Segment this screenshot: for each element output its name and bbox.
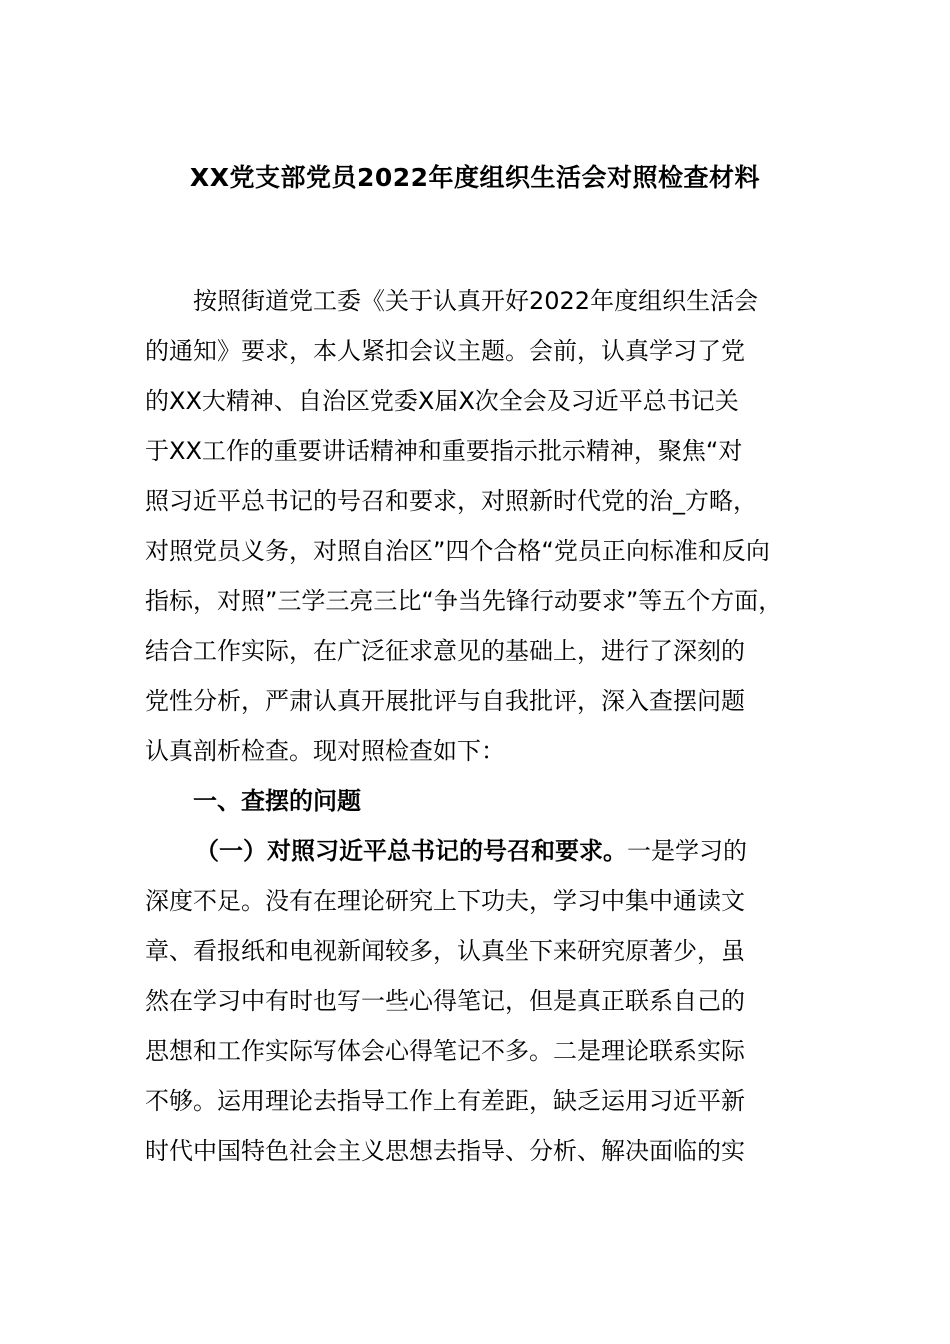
paragraph-line: 照习近平总书记的号召和要求，对照新时代党的治_方略， xyxy=(145,487,757,515)
paragraph-line: 对照党员义务，对照自治区”四个合格“党员正向标准和反向 xyxy=(145,537,770,565)
paragraph-line: 结合工作实际，在广泛征求意见的基础上，进行了深刻的 xyxy=(145,637,745,665)
paragraph-line: 章、看报纸和电视新闻较多，认真坐下来研究原著少，虽 xyxy=(145,937,745,965)
paragraph-line: 于XX工作的重要讲话精神和重要指示批示精神，聚焦“对 xyxy=(145,437,743,465)
subsection-heading: （一）对照习近平总书记的号召和要求。 xyxy=(195,837,627,865)
paragraph-line: 然在学习中有时也写一些心得笔记，但是真正联系自己的 xyxy=(145,987,745,1015)
document-body xyxy=(145,276,825,1176)
paragraph-line: 时代中国特色社会主义思想去指导、分析、解决面临的实 xyxy=(145,1137,745,1165)
document-title: XX党支部党员2022年度组织生活会对照检查材料 xyxy=(189,163,761,192)
section-heading: 一、查摆的问题 xyxy=(193,787,361,815)
paragraph-line: 思想和工作实际写体会心得笔记不多。二是理论联系实际 xyxy=(145,1037,745,1065)
subsection-first-line xyxy=(145,826,825,876)
subsection-first-line-rest: 一是学习的 xyxy=(627,837,747,865)
paragraph-line: 按照街道党工委《关于认真开好2022年度组织生活会 xyxy=(193,287,759,315)
paragraph-line: 的XX大精神、自治区党委X届X次全会及习近平总书记关 xyxy=(145,387,739,415)
paragraph-line: 党性分析，严肃认真开展批评与自我批评，深入查摆问题 xyxy=(145,687,745,715)
paragraph-line: 不够。运用理论去指导工作上有差距，缺乏运用习近平新 xyxy=(145,1087,745,1115)
paragraph-line: 的通知》要求，本人紧扣会议主题。会前，认真学习了党 xyxy=(145,337,745,365)
paragraph-line: 认真剖析检查。现对照检查如下： xyxy=(145,737,505,765)
paragraph-line: 深度不足。没有在理论研究上下功夫，学习中集中通读文 xyxy=(145,887,745,915)
paragraph-line: 指标，对照”三学三亮三比“争当先锋行动要求”等五个方面， xyxy=(145,587,783,615)
